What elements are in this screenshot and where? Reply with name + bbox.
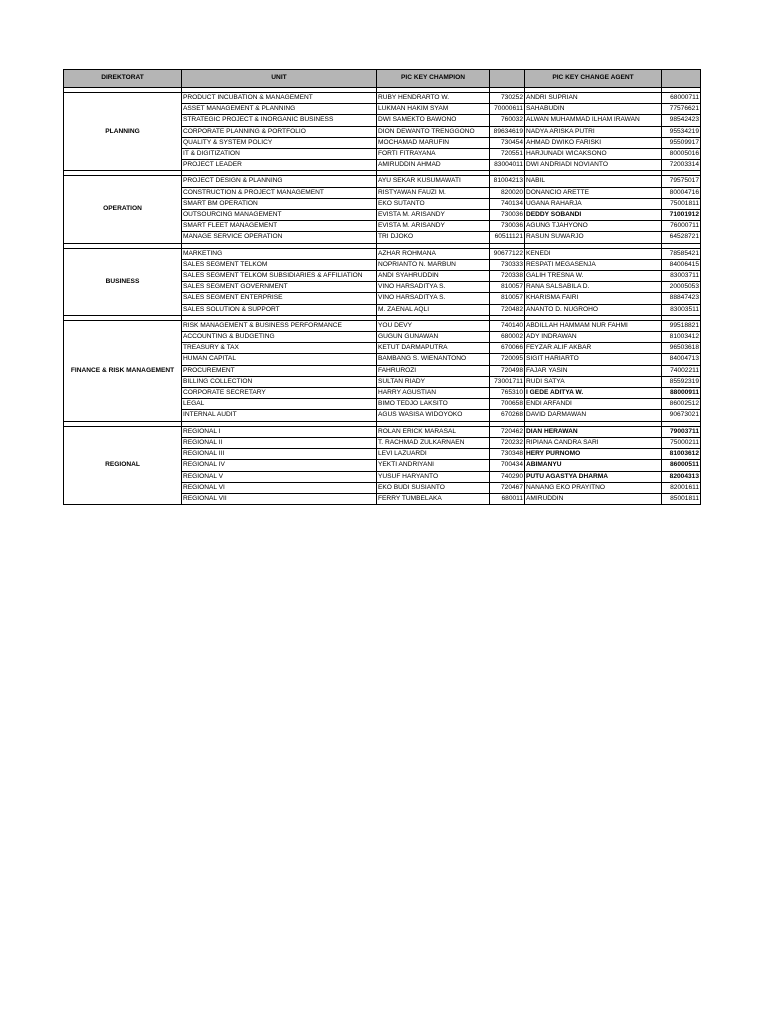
champion-cell: TRI DJOKO [377,232,490,243]
unit-cell: REGIONAL II [182,437,377,448]
agent-cell: ALWAN MUHAMMAD ILHAM IRAWAN [525,115,662,126]
champion-cell: MOCHAMAD MARUFIN [377,137,490,148]
unit-cell: PRODUCT INCUBATION & MANAGEMENT [182,93,377,104]
agent-cell: ANANTO D. NUGROHO [525,304,662,315]
champion-nik-cell: 720338 [490,271,525,282]
champion-cell: BIMO TEDJO LAKSITO [377,399,490,410]
agent-nik-cell: 82001611 [662,482,701,493]
agent-cell: ENDI ARFANDI [525,399,662,410]
champion-nik-cell: 730252 [490,93,525,104]
unit-cell: REGIONAL V [182,471,377,482]
agent-nik-cell: 85001811 [662,493,701,504]
agent-nik-cell: 75001811 [662,198,701,209]
direktorat-cell: BUSINESS [64,248,182,315]
agent-nik-cell: 83003711 [662,271,701,282]
table-row [64,176,701,187]
agent-cell: RIPIANA CANDRA SARI [525,437,662,448]
unit-cell: SALES SEGMENT ENTERPRISE [182,293,377,304]
champion-cell: EKO SUTANTO [377,198,490,209]
unit-cell: TREASURY & TAX [182,343,377,354]
champion-cell: HARRY AGUSTIAN [377,388,490,399]
agent-cell: RASUN SUWARJO [525,232,662,243]
agent-cell: DAVID DARMAWAN [525,410,662,421]
champion-cell: RUBY HENDRARTO W. [377,93,490,104]
agent-nik-cell: 64528721 [662,232,701,243]
agent-cell: ABIMANYU [525,460,662,471]
table-row [64,426,701,437]
unit-cell: RISK MANAGEMENT & BUSINESS PERFORMANCE [182,320,377,331]
champion-nik-cell: 740134 [490,198,525,209]
agent-nik-cell: 79575017 [662,176,701,187]
champion-nik-cell: 720498 [490,365,525,376]
champion-nik-cell: 83004011 [490,160,525,171]
champion-nik-cell: 720551 [490,149,525,160]
header-direktorat: DIREKTORAT [64,70,182,88]
direktorat-cell: PLANNING [64,93,182,171]
agent-nik-cell: 81003612 [662,449,701,460]
table-row [64,248,701,259]
agent-cell: HARJUNADI WICAKSONO [525,149,662,160]
agent-nik-cell: 83003511 [662,304,701,315]
table-row [64,320,701,331]
agent-cell: NANANG EKO PRAYITNO [525,482,662,493]
agent-nik-cell: 95534219 [662,126,701,137]
champion-nik-cell: 730348 [490,449,525,460]
champion-cell: DWI SAMEKTO BAWONO [377,115,490,126]
agent-cell: RANA SALSABILA D. [525,282,662,293]
agent-cell: PUTU AGASTYA DHARMA [525,471,662,482]
champion-nik-cell: 730036 [490,221,525,232]
direktorat-cell: REGIONAL [64,426,182,504]
agent-nik-cell: 84006415 [662,259,701,270]
champion-cell: AGUS WASISA WIDOYOKO [377,410,490,421]
agent-nik-cell: 96503618 [662,343,701,354]
table-body [64,88,701,505]
champion-cell: BAMBANG S. WIENANTONO [377,354,490,365]
unit-cell: CONSTRUCTION & PROJECT MANAGEMENT [182,187,377,198]
champion-nik-cell: 700434 [490,460,525,471]
unit-cell: SMART FLEET MANAGEMENT [182,221,377,232]
agent-cell: ANDRI SUPRIAN [525,93,662,104]
champion-nik-cell: 720232 [490,437,525,448]
agent-nik-cell: 86000511 [662,460,701,471]
agent-nik-cell: 88847423 [662,293,701,304]
champion-cell: LEVI LAZUARDI [377,449,490,460]
champion-cell: M. ZAENAL AQLI [377,304,490,315]
champion-nik-cell: 820020 [490,187,525,198]
agent-cell: HERY PURNOMO [525,449,662,460]
champion-nik-cell: 810057 [490,282,525,293]
unit-cell: PROCUREMENT [182,365,377,376]
agent-cell: AMIRUDDIN [525,493,662,504]
champion-nik-cell: 720462 [490,426,525,437]
agent-cell: AGUNG TJAHYONO [525,221,662,232]
champion-nik-cell: 700658 [490,399,525,410]
agent-cell: ADY INDRAWAN [525,332,662,343]
agent-nik-cell: 85592319 [662,376,701,387]
champion-nik-cell: 720467 [490,482,525,493]
header-champion-nik [490,70,525,88]
champion-nik-cell: 740290 [490,471,525,482]
agent-nik-cell: 80005016 [662,149,701,160]
agent-cell: DEDDY SOBANDI [525,210,662,221]
agent-nik-cell: 71001912 [662,210,701,221]
unit-cell: REGIONAL VI [182,482,377,493]
unit-cell: IT & DIGITIZATION [182,149,377,160]
champion-nik-cell: 730454 [490,137,525,148]
agent-cell: KENEDI [525,248,662,259]
champion-nik-cell: 730333 [490,259,525,270]
champion-cell: NOPRIANTO N. MARBUN [377,259,490,270]
agent-cell: KHARISMA FAIRI [525,293,662,304]
unit-cell: SALES SEGMENT TELKOM [182,259,377,270]
unit-cell: REGIONAL IV [182,460,377,471]
unit-cell: MANAGE SERVICE OPERATION [182,232,377,243]
agent-nik-cell: 72003314 [662,160,701,171]
direktorat-cell: FINANCE & RISK MANAGEMENT [64,320,182,421]
unit-cell: PROJECT LEADER [182,160,377,171]
champion-nik-cell: 73001711 [490,376,525,387]
champion-nik-cell: 680011 [490,493,525,504]
agent-cell: DWI ANDRIADI NOVIANTO [525,160,662,171]
champion-cell: YUSUF HARYANTO [377,471,490,482]
agent-cell: RUDI SATYA [525,376,662,387]
agent-cell: NADYA ARISKA PUTRI [525,126,662,137]
champion-nik-cell: 740140 [490,320,525,331]
champion-cell: YOU DEVY [377,320,490,331]
champion-cell: SULTAN RIADY [377,376,490,387]
agent-nik-cell: 74002211 [662,365,701,376]
unit-cell: SMART BM OPERATION [182,198,377,209]
unit-cell: MARKETING [182,248,377,259]
champion-nik-cell: 680002 [490,332,525,343]
agent-cell: SIGIT HARIARTO [525,354,662,365]
agent-cell: FAJAR YASIN [525,365,662,376]
unit-cell: SALES SEGMENT TELKOM SUBSIDIARIES & AFFILIATION [182,271,377,282]
table-row [64,93,701,104]
agent-nik-cell: 95509917 [662,137,701,148]
unit-cell: BILLING COLLECTION [182,376,377,387]
champion-nik-cell: 720482 [490,304,525,315]
agent-cell: GALIH TRESNA W. [525,271,662,282]
agent-nik-cell: 99518821 [662,320,701,331]
champion-nik-cell: 730036 [490,210,525,221]
unit-cell: LEGAL [182,399,377,410]
unit-cell: REGIONAL I [182,426,377,437]
champion-nik-cell: 765310 [490,388,525,399]
unit-cell: QUALITY & SYSTEM POLICY [182,137,377,148]
unit-cell: ASSET MANAGEMENT & PLANNING [182,104,377,115]
champion-cell: AZHAR ROHMANA [377,248,490,259]
agent-nik-cell: 82004313 [662,471,701,482]
champion-cell: VINO HARSADITYA S. [377,293,490,304]
champion-cell: EVISTA M. ARISANDY [377,221,490,232]
unit-cell: PROJECT DESIGN & PLANNING [182,176,377,187]
champion-nik-cell: 670268 [490,410,525,421]
unit-cell: REGIONAL III [182,449,377,460]
champion-nik-cell: 90677122 [490,248,525,259]
unit-cell: REGIONAL VII [182,493,377,504]
header-unit: UNIT [182,70,377,88]
agent-cell: RESPATI MEGASENJA [525,259,662,270]
champion-cell: FERRY TUMBELAKA [377,493,490,504]
agent-nik-cell: 68000711 [662,93,701,104]
header-row [64,70,701,88]
header-champion: PIC KEY CHAMPION [377,70,490,88]
unit-cell: OUTSOURCING MANAGEMENT [182,210,377,221]
header-agent-nik [662,70,701,88]
unit-cell: INTERNAL AUDIT [182,410,377,421]
agent-nik-cell: 80004716 [662,187,701,198]
champion-nik-cell: 60511121 [490,232,525,243]
agent-nik-cell: 76000711 [662,221,701,232]
champion-nik-cell: 670066 [490,343,525,354]
champion-cell: FORTI FITRAYANA [377,149,490,160]
champion-nik-cell: 760032 [490,115,525,126]
header-agent: PIC KEY CHANGE AGENT [525,70,662,88]
champion-cell: EKO BUDI SUSIANTO [377,482,490,493]
champion-nik-cell: 70000611 [490,104,525,115]
unit-cell: ACCOUNTING & BUDGETING [182,332,377,343]
agent-nik-cell: 88000911 [662,388,701,399]
agent-nik-cell: 78585421 [662,248,701,259]
champion-cell: AYU SEKAR KUSUMAWATI [377,176,490,187]
agent-cell: FEYZAR ALIF AKBAR [525,343,662,354]
unit-cell: STRATEGIC PROJECT & INORGANIC BUSINESS [182,115,377,126]
agent-cell: ABDILLAH HAMMAM NUR FAHMI [525,320,662,331]
agent-cell: UGANA RAHARJA [525,198,662,209]
agent-cell: DONANCIO ARETTE [525,187,662,198]
champion-cell: YEKTI ANDRIYANI [377,460,490,471]
agent-cell: I GEDE ADITYA W. [525,388,662,399]
champion-cell: ROLAN ERICK MARASAL [377,426,490,437]
agent-nik-cell: 75000211 [662,437,701,448]
champion-cell: FAHRUROZI [377,365,490,376]
direktorat-cell: OPERATION [64,176,182,243]
agent-cell: AHMAD DWIKO FARISKI [525,137,662,148]
unit-cell: CORPORATE PLANNING & PORTFOLIO [182,126,377,137]
unit-cell: SALES SEGMENT GOVERNMENT [182,282,377,293]
agent-nik-cell: 98542423 [662,115,701,126]
pic-table [63,69,701,505]
champion-nik-cell: 810057 [490,293,525,304]
agent-cell: DIAN HERAWAN [525,426,662,437]
agent-nik-cell: 90673021 [662,410,701,421]
agent-nik-cell: 86002512 [662,399,701,410]
champion-cell: KETUT DARMAPUTRA [377,343,490,354]
champion-nik-cell: 81004213 [490,176,525,187]
champion-cell: T. RACHMAD ZULKARNAEN [377,437,490,448]
champion-cell: VINO HARSADITYA S. [377,282,490,293]
agent-nik-cell: 79003711 [662,426,701,437]
unit-cell: HUMAN CAPITAL [182,354,377,365]
champion-cell: ANDI SYAHRUDDIN [377,271,490,282]
agent-nik-cell: 77576621 [662,104,701,115]
champion-cell: DION DEWANTO TRENGGONO [377,126,490,137]
champion-cell: EVISTA M. ARISANDY [377,210,490,221]
champion-cell: GUGUN GUNAWAN [377,332,490,343]
champion-nik-cell: 89634619 [490,126,525,137]
agent-nik-cell: 81003412 [662,332,701,343]
unit-cell: SALES SOLUTION & SUPPORT [182,304,377,315]
agent-cell: SAHABUDIN [525,104,662,115]
unit-cell: CORPORATE SECRETARY [182,388,377,399]
agent-nik-cell: 84004713 [662,354,701,365]
champion-cell: RISTYAWAN FAUZI M. [377,187,490,198]
agent-nik-cell: 20005053 [662,282,701,293]
champion-cell: AMIRUDDIN AHMAD [377,160,490,171]
agent-cell: NABIL [525,176,662,187]
champion-nik-cell: 720095 [490,354,525,365]
champion-cell: LUKMAN HAKIM SYAM [377,104,490,115]
